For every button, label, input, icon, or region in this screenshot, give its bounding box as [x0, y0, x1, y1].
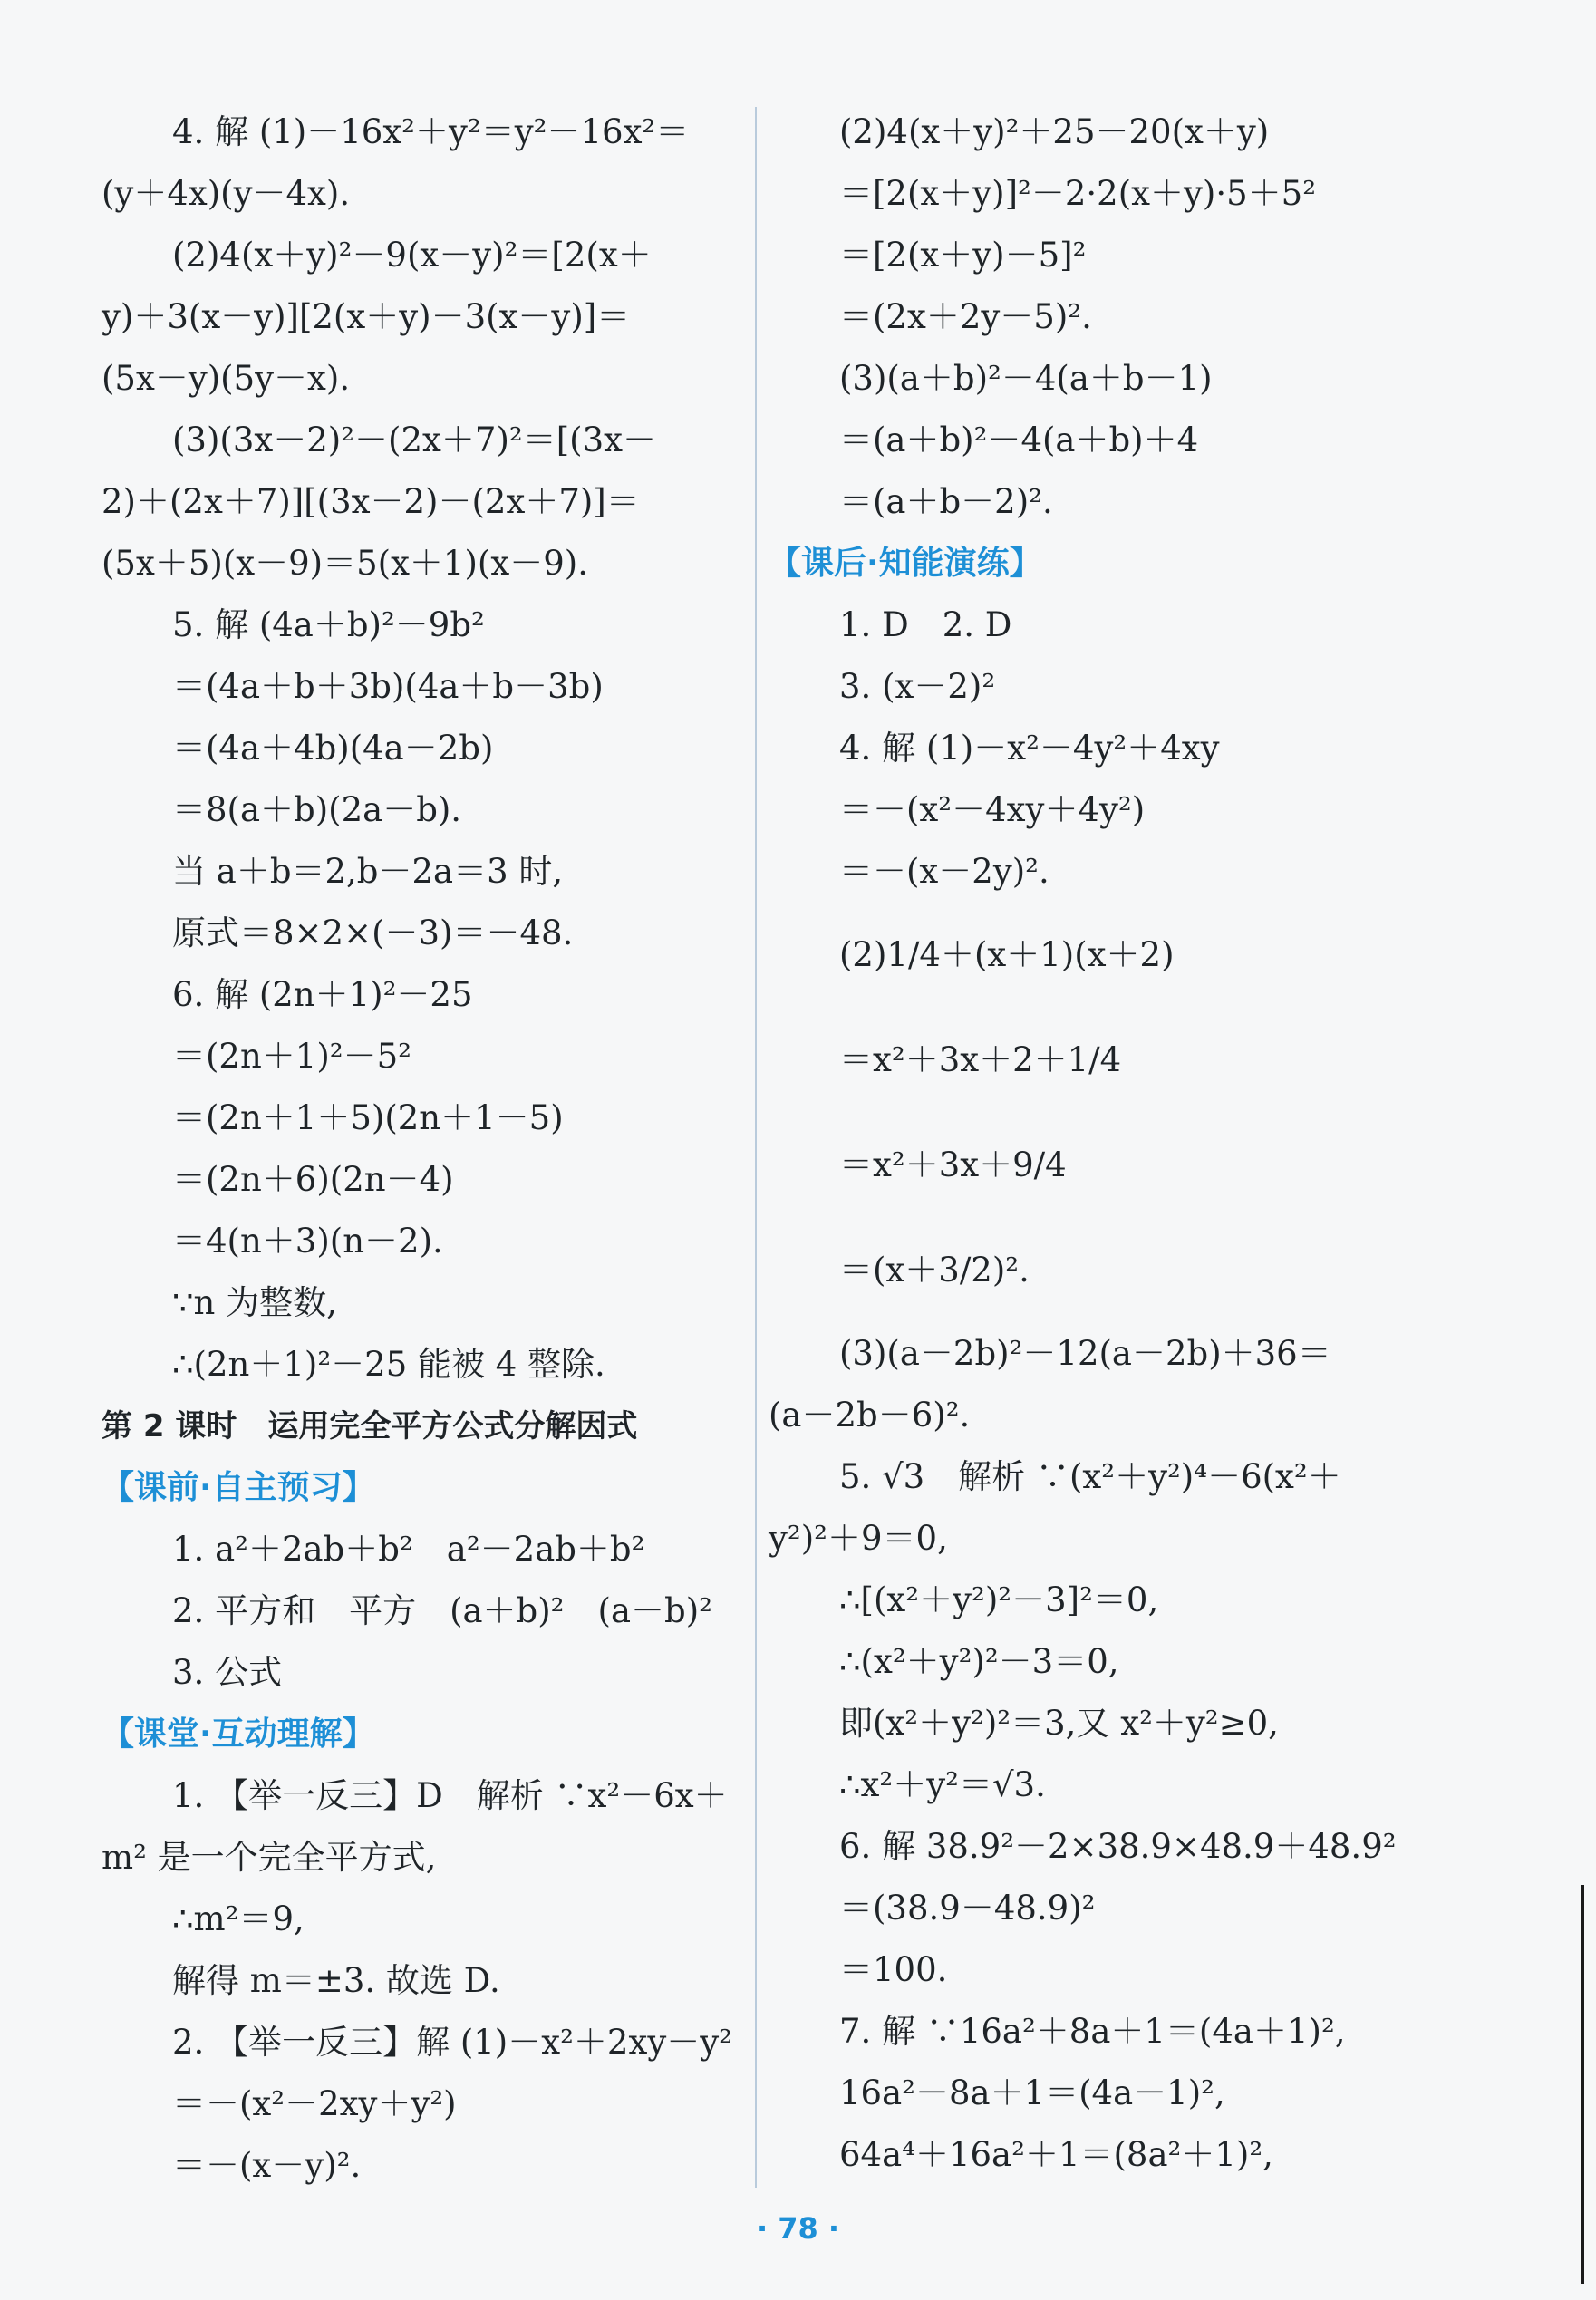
text-line: y²)²＋9＝0, [769, 1519, 948, 1558]
text-line: ＝(4a＋4b)(4a－2b) [172, 729, 494, 768]
text-line: ＝－(x²－2xy＋y²) [172, 2084, 457, 2123]
text-line: ＝(2x＋2y－5)². [839, 297, 1092, 336]
text-line: 3. (x－2)² [839, 667, 996, 706]
scan-edge-line [1581, 1885, 1584, 2284]
text-line: ＝－(x－y)². [172, 2146, 362, 2185]
text-line: ＝x²＋3x＋9/4 [839, 1145, 1067, 1184]
text-line: ∴m²＝9, [172, 1899, 305, 1938]
text-line: 即(x²＋y²)²＝3,又 x²＋y²≥0, [839, 1704, 1279, 1743]
section-heading: 【课堂·互动理解】 [102, 1715, 375, 1753]
text-line: ＝x²＋3x＋2＋1/4 [839, 1040, 1122, 1079]
text-line: ＝100. [839, 1950, 948, 1989]
text-line: 1. D 2. D [839, 605, 1012, 644]
text-line: 16a²－8a＋1＝(4a－1)², [839, 2073, 1225, 2112]
text-line: ＝(2n＋1＋5)(2n＋1－5) [172, 1098, 564, 1137]
text-line: 7. 解 ∵16a²＋8a＋1＝(4a＋1)², [839, 2012, 1346, 2051]
text-line: ＝－(x－2y)². [839, 852, 1049, 891]
page-number: · 78 · [756, 2211, 840, 2246]
text-line: (5x－y)(5y－x). [102, 359, 351, 398]
text-line: 3. 公式 [172, 1653, 283, 1692]
text-line: ＝(2n＋6)(2n－4) [172, 1160, 454, 1199]
text-line: 6. 解 (2n＋1)²－25 [172, 975, 473, 1014]
text-line: (2)4(x＋y)²－9(x－y)²＝[2(x＋ [172, 236, 652, 275]
text-line: ＝(2n＋1)²－5² [172, 1037, 411, 1076]
section-heading: 【课前·自主预习】 [102, 1469, 375, 1506]
text-line: 1. a²＋2ab＋b² a²－2ab＋b² [172, 1530, 645, 1569]
text-line: (2)1/4＋(x＋1)(x＋2) [839, 935, 1175, 974]
section-heading: 【课后·知能演练】 [769, 545, 1042, 582]
column-divider [755, 107, 757, 2188]
text-line: 64a⁴＋16a²＋1＝(8a²＋1)², [839, 2135, 1273, 2174]
text-line: (a－2b－6)². [769, 1396, 971, 1435]
text-line: ∴[(x²＋y²)²－3]²＝0, [839, 1580, 1159, 1619]
text-line: 1. 【举一反三】D 解析 ∵x²－6x＋ [172, 1776, 728, 1815]
text-line: (3)(a＋b)²－4(a＋b－1) [839, 359, 1213, 398]
text-line: ＝4(n＋3)(n－2). [172, 1222, 443, 1261]
text-line: ＝(x＋3/2)². [839, 1251, 1030, 1290]
text-line: ＝(4a＋b＋3b)(4a＋b－3b) [172, 667, 604, 706]
text-line: (2)4(x＋y)²＋25－20(x＋y) [839, 112, 1270, 151]
lesson-title: 第 2 课时 运用完全平方公式分解因式 [102, 1408, 638, 1445]
text-line: y)＋3(x－y)][2(x＋y)－3(x－y)]＝ [102, 297, 631, 336]
text-line: 2. 【举一反三】解 (1)－x²＋2xy－y² [172, 2023, 732, 2062]
text-line: 5. 解 (4a＋b)²－9b² [172, 605, 485, 644]
text-line: 4. 解 (1)－x²－4y²＋4xy [839, 729, 1220, 768]
text-line: m² 是一个完全平方式, [102, 1838, 437, 1877]
text-line: 5. √3 解析 ∵(x²＋y²)⁴－6(x²＋ [839, 1457, 1341, 1496]
text-line: ∴(x²＋y²)²－3＝0, [839, 1642, 1119, 1681]
text-line: ＝8(a＋b)(2a－b). [172, 790, 462, 829]
text-line: ＝－(x²－4xy＋4y²) [839, 790, 1146, 829]
text-line: ＝(a＋b－2)². [839, 482, 1053, 521]
text-line: 当 a＋b＝2,b－2a＝3 时, [172, 852, 564, 891]
left-column [102, 101, 736, 2197]
text-line: 6. 解 38.9²－2×38.9×48.9＋48.9² [839, 1827, 1397, 1866]
text-line: 2)＋(2x＋7)][(3x－2)－(2x＋7)]＝ [102, 482, 640, 521]
text-line: ∴(2n＋1)²－25 能被 4 整除. [172, 1345, 605, 1384]
right-column [769, 101, 1421, 2186]
text-line: ＝[2(x＋y)－5]² [839, 236, 1087, 275]
text-line: ＝[2(x＋y)]²－2·2(x＋y)·5＋5² [839, 174, 1317, 213]
text-line: ＝(a＋b)²－4(a＋b)＋4 [839, 420, 1199, 459]
text-line: 解得 m＝±3. 故选 D. [172, 1961, 500, 2000]
text-line: 4. 解 (1)－16x²＋y²＝y²－16x²＝ [172, 112, 690, 151]
text-line: 原式＝8×2×(－3)＝－48. [172, 913, 574, 952]
text-line: 2. 平方和 平方 (a＋b)² (a－b)² [172, 1591, 712, 1630]
text-line: (y＋4x)(y－4x). [102, 174, 351, 213]
text-line: ＝(38.9－48.9)² [839, 1889, 1096, 1928]
text-line: ∴x²＋y²＝√3. [839, 1765, 1046, 1804]
text-line: ∵n 为整数, [172, 1283, 337, 1322]
text-line: (5x＋5)(x－9)＝5(x＋1)(x－9). [102, 544, 588, 583]
text-line: (3)(a－2b)²－12(a－2b)＋36＝ [839, 1334, 1331, 1373]
text-line: (3)(3x－2)²－(2x＋7)²＝[(3x－ [172, 420, 656, 459]
